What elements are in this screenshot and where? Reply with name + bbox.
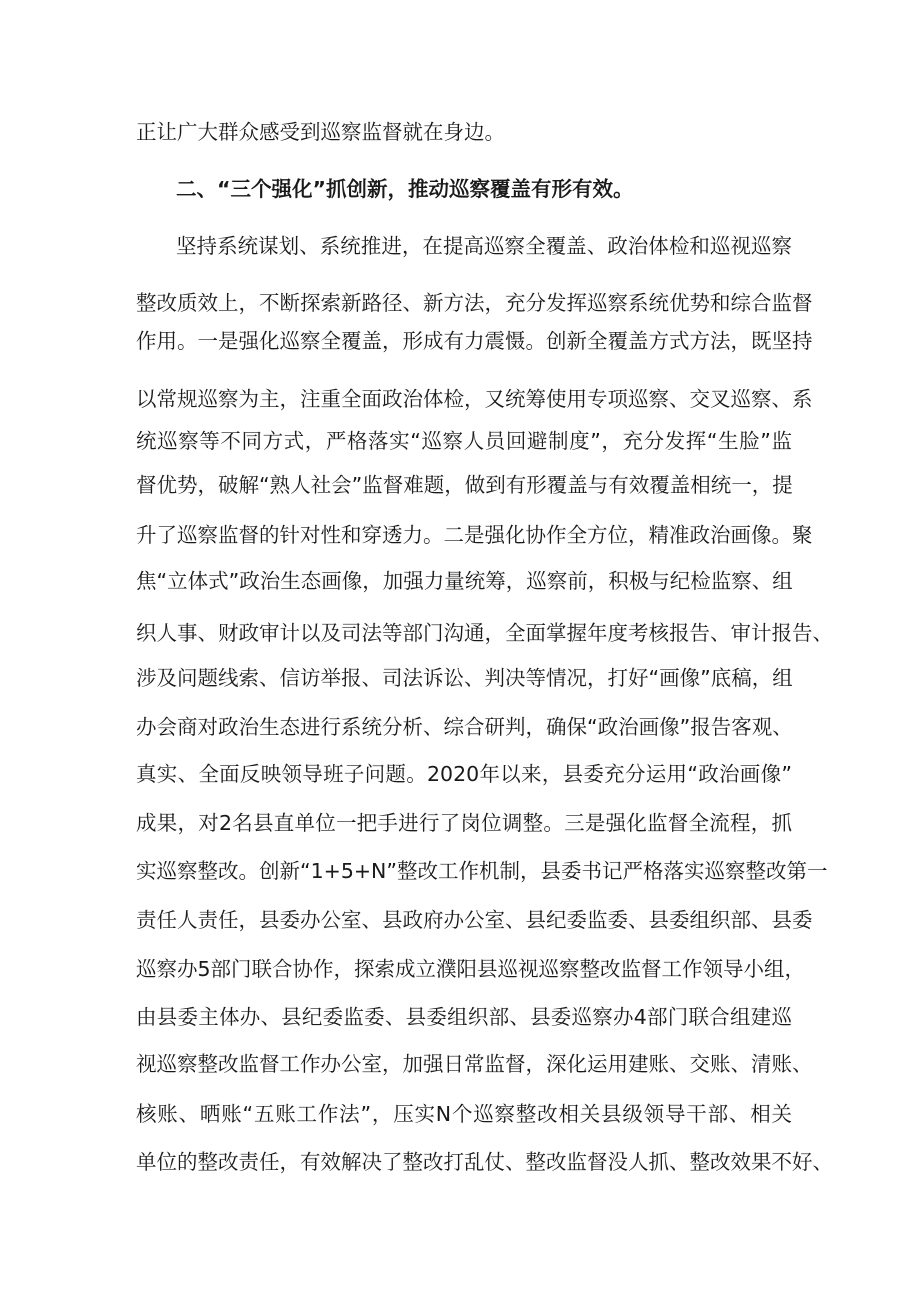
paragraph-line: 办会商对政治生态进行系统分析、综合研判，确保“政治画像”报告客观、: [136, 715, 793, 739]
paragraph-line: 真实、全面反映领导班子问题。2020年以来，县委充分运用“政治画像”: [136, 762, 792, 786]
paragraph-line: 成果，对2名县直单位一把手进行了岗位调整。三是强化监督全流程，抓: [136, 811, 792, 835]
paragraph-line: 实巡察整改。创新“1+5+N”整改工作机制，县委书记严格落实巡察整改第一: [136, 859, 828, 883]
paragraph-line: 单位的整改责任，有效解决了整改打乱仗、整改监督没人抓、整改效果不好、: [136, 1150, 833, 1174]
paragraph-line: 视巡察整改监督工作办公室，加强日常监督，深化运用建账、交账、清账、: [136, 1052, 813, 1076]
paragraph-line: 正让广大群众感受到巡察监督就在身边。: [136, 120, 505, 144]
paragraph-line: 核账、晒账“五账工作法”，压实N个巡察整改相关县级领导干部、相关: [136, 1102, 792, 1126]
paragraph-line: 督优势，破解“熟人社会”监督难题，做到有形覆盖与有效覆盖相统一，提: [136, 473, 793, 497]
paragraph-line: 统巡察等不同方式，严格落实“巡察人员回避制度”，充分发挥“生脸”监: [136, 429, 792, 453]
paragraph-line: 涉及问题线索、信访举报、司法诉讼、判决等情况，打好“画像”底稿，组: [136, 666, 793, 690]
paragraph-line: 作用。一是强化巡察全覆盖，形成有力震慑。创新全覆盖方式方法，既坚持: [136, 329, 813, 353]
paragraph-line: 织人事、财政审计以及司法等部门沟通，全面掌握年度考核报告、审计报告、: [136, 621, 833, 645]
paragraph-line: 坚持系统谋划、系统推进，在提高巡察全覆盖、政治体检和巡视巡察: [176, 234, 792, 258]
paragraph-line: 焦“立体式”政治生态画像，加强力量统筹，巡察前，积极与纪检监察、组: [136, 569, 793, 593]
paragraph-line: 整改质效上，不断探索新路径、新方法，充分发挥巡察系统优势和综合监督: [136, 291, 813, 315]
paragraph-line: 由县委主体办、县纪委监委、县委组织部、县委巡察办4部门联合组建巡: [136, 1005, 792, 1029]
paragraph-line: 责任人责任，县委办公室、县政府办公室、县纪委监委、县委组织部、县委: [136, 908, 813, 932]
paragraph-line: 升了巡察监督的针对性和穿透力。二是强化协作全方位，精准政治画像。聚: [136, 523, 813, 547]
section-heading: 二、“三个强化”抓创新，推动巡察覆盖有形有效。: [176, 177, 634, 201]
paragraph-line: 巡察办5部门联合协作，探索成立濮阳县巡视巡察整改监督工作领导小组，: [136, 957, 806, 981]
paragraph-line: 以常规巡察为主，注重全面政治体检，又统筹使用专项巡察、交叉巡察、系: [136, 387, 813, 411]
